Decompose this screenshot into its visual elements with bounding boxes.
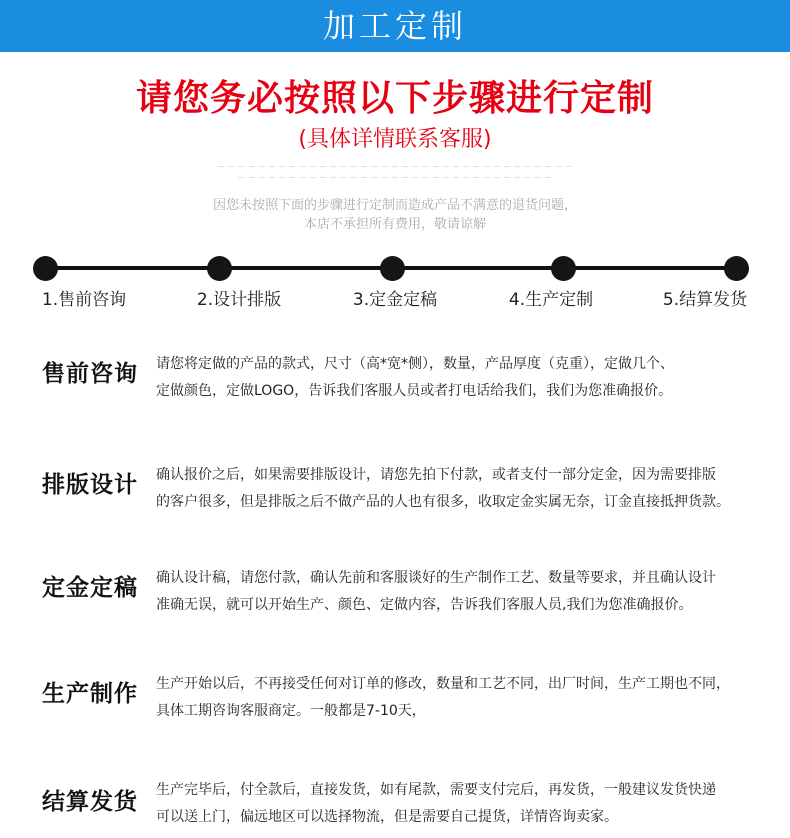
banner-title: 加工定制 xyxy=(322,7,467,45)
faint-decorative-line: — — — — — — — — — — — — — — — — — — — — — — — — — — — — — — — xyxy=(237,173,553,181)
section-text-line: 确认设计稿，请您付款，确认先前和客服谈好的生产制作工艺、数量等要求，并且确认设计 xyxy=(156,570,716,586)
timeline-dot-icon xyxy=(380,256,405,281)
notice-line: 因您未按照下面的步骤进行定制而造成产品不满意的退货问题， xyxy=(212,198,577,213)
section-text-line: 生产完毕后，付全款后，直接发货，如有尾款，需要支付完后，再发货，一般建议发货快递 xyxy=(156,782,716,798)
section-text-line: 请您将定做的产品的款式，尺寸（高*宽*侧），数量，产品厚度（克重），定做几个、 xyxy=(156,356,674,372)
section-title: 结算发货 xyxy=(42,789,138,815)
page-headline: 请您务必按照以下步骤进行定制 xyxy=(135,78,654,119)
section-text-line: 可以送上门，偏远地区可以选择物流，但是需要自己提货，详情咨询卖家。 xyxy=(156,809,618,825)
section-text-line: 的客户很多，但是排版之后不做产品的人也有很多，收取定金实属无奈，订金直接抵押货款。 xyxy=(156,494,730,510)
step-label: 2.设计排版 xyxy=(196,290,282,310)
section-title: 排版设计 xyxy=(42,472,138,498)
section-title: 售前咨询 xyxy=(42,361,138,387)
section-text-line: 定做颜色，定做LOGO，告诉我们客服人员或者打电话给我们，我们为您准确报价。 xyxy=(156,383,673,399)
timeline-dot-icon xyxy=(207,256,232,281)
faint-decorative-line: — — — — — — — — — — — — — — — — — — — — — — — — — — — — — — — — — — — xyxy=(217,162,573,170)
section-text-line: 具体工期咨询客服商定。一般都是7-10天， xyxy=(156,703,426,719)
timeline-dot-icon xyxy=(724,256,749,281)
step-label: 5.结算发货 xyxy=(662,290,748,310)
timeline-dot-icon xyxy=(551,256,576,281)
section-text-line: 确认报价之后，如果需要排版设计，请您先拍下付款，或者支付一部分定金，因为需要排版 xyxy=(156,467,716,483)
section-title: 定金定稿 xyxy=(42,575,138,601)
section-text-line: 生产开始以后，不再接受任何对订单的修改，数量和工艺不同，出厂时间，生产工期也不同， xyxy=(156,676,730,692)
section-title: 生产制作 xyxy=(42,681,138,707)
page-subline: (具体详情联系客服) xyxy=(298,127,492,152)
step-label: 1.售前咨询 xyxy=(41,290,127,310)
section-text-line: 准确无误，就可以开始生产、颜色、定做内容，告诉我们客服人员,我们为您准确报价。 xyxy=(156,597,693,613)
notice-line: 本店不承担所有费用，敬请谅解 xyxy=(303,217,486,232)
timeline-dot-icon xyxy=(33,256,58,281)
step-label: 3.定金定稿 xyxy=(352,290,438,310)
step-label: 4.生产定制 xyxy=(508,290,594,310)
